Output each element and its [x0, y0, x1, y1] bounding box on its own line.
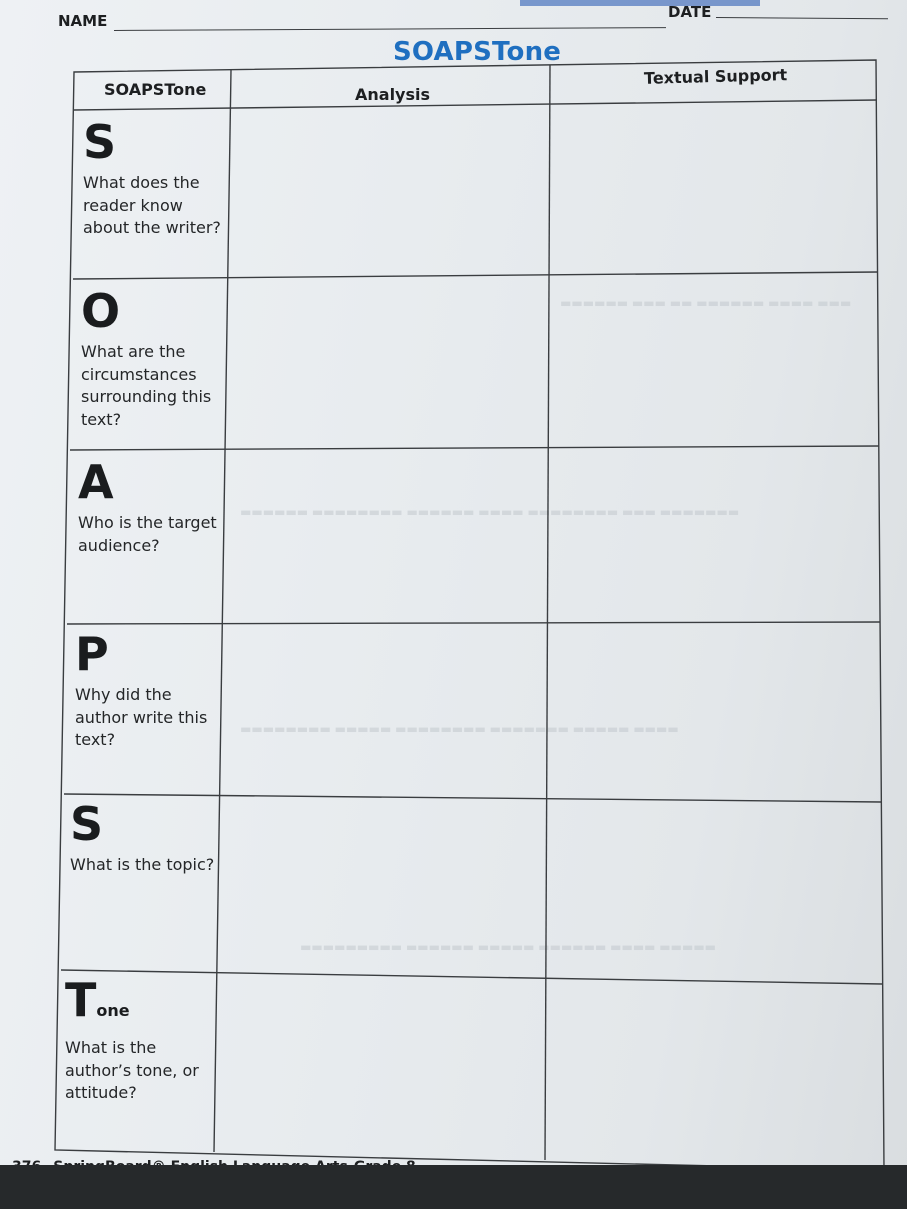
name-label: NAME — [58, 12, 108, 30]
audience-textual-support-cell[interactable] — [551, 450, 877, 620]
subject-textual-support-cell[interactable] — [549, 802, 879, 980]
column-header-textual-support: Textual Support — [643, 65, 788, 88]
row-prompt: What are the circumstances surrounding this text? — [81, 342, 212, 429]
row-letter — [65, 973, 199, 1035]
speaker-textual-support-cell[interactable] — [552, 104, 874, 270]
page-edge-shadow — [0, 1165, 907, 1209]
row-prompt: What is the author’s tone, or attitude? — [65, 1038, 199, 1102]
row-prompt: What does the reader know about the writer? — [83, 173, 221, 237]
row-letter: P — [75, 627, 109, 681]
row-prompt: What is the topic? — [70, 855, 215, 874]
subject-analysis-cell[interactable] — [221, 798, 543, 970]
row-letter: S — [70, 797, 104, 851]
date-label: DATE — [668, 3, 712, 21]
row-letter: S — [83, 115, 117, 169]
purpose-analysis-cell[interactable] — [224, 626, 544, 794]
row-prompt: Why did the author write this text? — [75, 685, 208, 749]
speaker-analysis-cell[interactable] — [232, 112, 548, 272]
row-occasion-prompt-cell — [81, 284, 212, 431]
tone-analysis-cell[interactable] — [216, 974, 542, 1152]
bleed-through-text: ▬▬▬▬ ▬▬▬▬▬ ▬▬▬▬▬▬▬ ▬▬▬▬▬▬▬▬ ▬▬▬▬▬ ▬▬▬▬▬▬▬▬ — [240, 722, 679, 736]
bleed-through-text: ▬▬▬ ▬▬▬▬ ▬▬▬▬▬▬ ▬▬ ▬▬▬ ▬▬▬▬▬▬ — [560, 296, 852, 310]
audience-analysis-cell[interactable] — [227, 452, 545, 620]
tone-textual-support-cell[interactable] — [548, 986, 880, 1162]
row-letter: O — [81, 284, 121, 338]
row-prompt: Who is the target audience? — [78, 513, 217, 555]
column-header-soapstone: SOAPSTone — [104, 80, 207, 99]
tone-letter: T — [65, 973, 97, 1027]
row-audience-prompt-cell — [78, 455, 217, 557]
bleed-through-text: ▬▬▬▬▬ ▬▬▬▬ ▬▬▬▬▬▬ ▬▬▬▬▬ ▬▬▬▬▬▬ ▬▬▬▬▬▬▬▬▬ — [300, 940, 716, 954]
occasion-textual-support-cell[interactable] — [552, 276, 876, 444]
tone-suffix: one — [96, 1001, 130, 1020]
bleed-through-text: ▬▬▬▬▬▬▬ ▬▬▬ ▬▬▬▬▬▬▬▬ ▬▬▬▬ ▬▬▬▬▬▬ ▬▬▬▬▬▬▬▬ ▬▬▬▬▬▬ — [240, 505, 740, 519]
row-speaker-prompt-cell — [83, 115, 221, 240]
row-subject-prompt-cell — [70, 797, 215, 877]
row-tone-prompt-cell — [65, 973, 199, 1105]
row-letter: A — [78, 455, 114, 509]
occasion-analysis-cell[interactable] — [230, 282, 546, 446]
row-purpose-prompt-cell — [75, 627, 208, 752]
row-line-3 — [67, 622, 880, 624]
column-header-analysis: Analysis — [355, 85, 431, 104]
purpose-textual-support-cell[interactable] — [550, 625, 878, 799]
page-title: SOAPSTone — [393, 37, 562, 67]
